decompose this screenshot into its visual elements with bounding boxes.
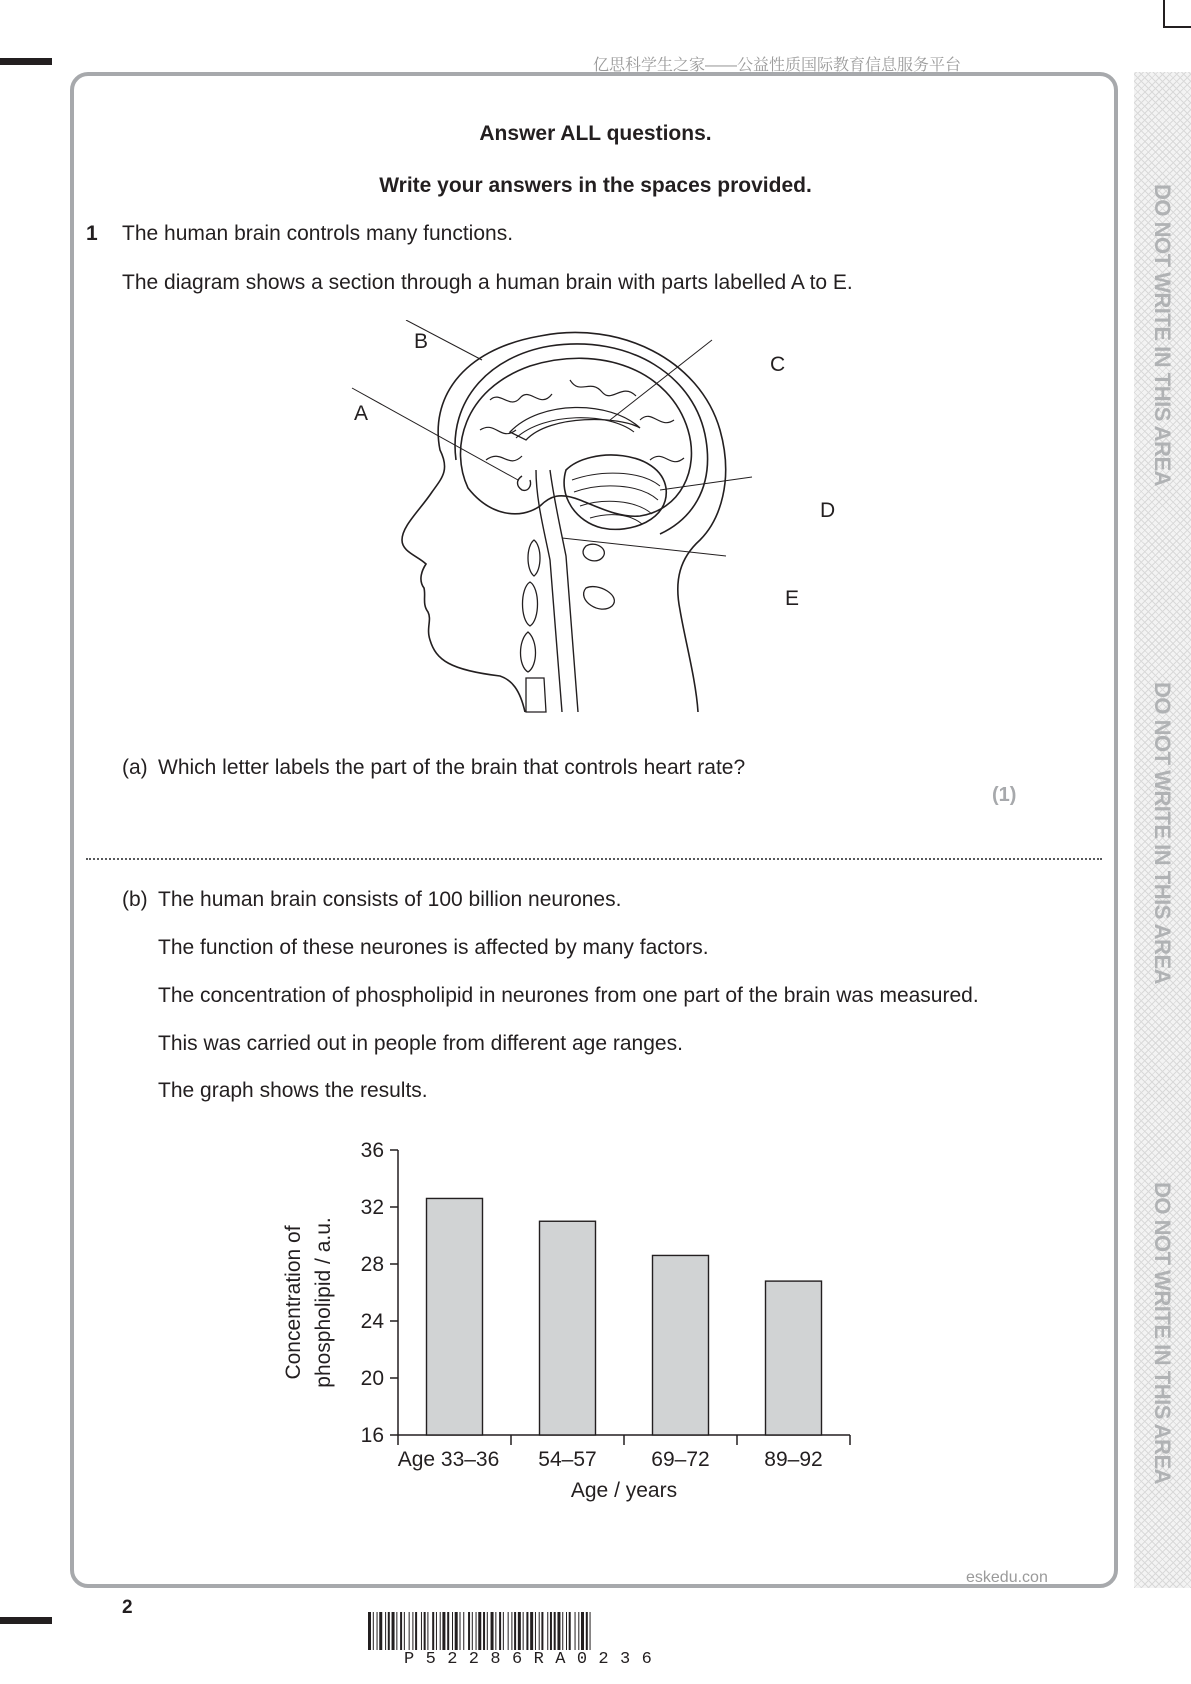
part-b-line: The graph shows the results. [158, 1079, 428, 1102]
barcode-bar [535, 1612, 536, 1650]
y-tick-label: 36 [360, 1139, 384, 1162]
barcode-bar [468, 1612, 470, 1650]
barcode-bar [409, 1612, 410, 1650]
side-warning-1: DO NOT WRITE IN THIS AREA [1150, 183, 1175, 487]
part-a-label: (a) [122, 756, 148, 779]
vertebrae [521, 540, 547, 712]
y-tick-label: 20 [360, 1367, 384, 1390]
barcode-bar [442, 1612, 445, 1650]
barcode-bar [514, 1612, 516, 1650]
bar [766, 1281, 822, 1435]
part-b-line: This was carried out in people from different age ranges. [158, 1032, 683, 1055]
barcode-bar [472, 1612, 473, 1650]
barcode-bar [518, 1612, 521, 1650]
barcode-bar [483, 1612, 485, 1650]
x-tick-label: 89–92 [764, 1448, 823, 1471]
barcode-bar [460, 1612, 461, 1650]
barcode-bar [508, 1612, 509, 1650]
barcode-bar [427, 1612, 428, 1650]
heading-answer-all: Answer ALL questions. [479, 122, 712, 145]
barcode-text: P52286RA0236 [404, 1650, 664, 1669]
barcode-bar [388, 1612, 390, 1650]
barcode-bar [511, 1612, 512, 1650]
barcode-bar [447, 1612, 449, 1650]
part-b-line: The function of these neurones is affected by many factors. [158, 936, 709, 959]
barcode-bar [377, 1612, 378, 1650]
y-tick-label: 28 [360, 1253, 384, 1276]
edge-mark-bottom [0, 1617, 52, 1624]
part-a-marks: (1) [992, 784, 1017, 806]
heading-write-answers: Write your answers in the spaces provided. [379, 174, 812, 197]
y-axis-label: Concentration of [282, 1225, 305, 1380]
barcode-bar [478, 1612, 481, 1650]
barcode-bar [575, 1612, 576, 1650]
barcode-bar [581, 1612, 584, 1650]
page-number: 2 [122, 1597, 133, 1618]
leader-e [562, 538, 726, 556]
barcode-bar [487, 1612, 488, 1650]
barcode-bar [557, 1612, 560, 1650]
barcode-bar [523, 1612, 524, 1650]
head-outline [402, 332, 726, 712]
part-a-question: Which letter labels the part of the brain that controls heart rate? [158, 756, 746, 779]
y-tick-label: 32 [360, 1196, 384, 1219]
barcode-bar [495, 1612, 496, 1650]
barcode-bar [440, 1612, 441, 1650]
part-b-line: The human brain consists of 100 billion neurones. [158, 888, 622, 911]
diagram-label-d: D [820, 499, 836, 522]
barcode-bar [404, 1612, 405, 1650]
diagram-description: The diagram shows a section through a human brain with parts labelled A to E. [122, 271, 853, 294]
barcode-bar [526, 1612, 528, 1650]
barcode-bar [463, 1612, 464, 1650]
barcode-bar [541, 1612, 543, 1650]
barcode-bar [578, 1612, 579, 1650]
y-tick-label: 16 [360, 1424, 384, 1447]
barcode-bar [400, 1612, 402, 1650]
barcode-bar [539, 1612, 540, 1650]
x-tick-label: 54–57 [538, 1448, 597, 1471]
barcode-bar [396, 1612, 397, 1650]
question-intro: The human brain controls many functions. [122, 222, 514, 245]
barcode-bar [368, 1612, 371, 1650]
y-tick-label: 24 [360, 1310, 384, 1333]
barcode-bar [412, 1612, 413, 1650]
diagram-label-b: B [414, 330, 429, 353]
question-number: 1 [86, 222, 98, 245]
barcode-bar [392, 1612, 395, 1650]
part-b-line: The concentration of phospholipid in neurones from one part of the brain was measured. [158, 984, 979, 1007]
barcode-bar [379, 1612, 382, 1650]
cerebellum [564, 455, 666, 529]
barcode-bar [452, 1612, 453, 1650]
barcode-bar [385, 1612, 386, 1650]
watermark: 亿思科学生之家——公益性质国际教育信息服务平台 [592, 57, 961, 74]
barcode-bar [550, 1612, 552, 1650]
bar [653, 1255, 709, 1435]
barcode-bar [503, 1612, 504, 1650]
part-b-label: (b) [122, 888, 148, 911]
x-tick-label: Age 33–36 [397, 1448, 500, 1471]
x-axis-label: Age / years [570, 1479, 678, 1502]
y-axis-label: phospholipid / a.u. [312, 1217, 335, 1388]
barcode-bar [491, 1612, 494, 1650]
diagram-label-c: C [770, 353, 786, 376]
barcode-bar [421, 1612, 422, 1650]
side-warning-2: DO NOT WRITE IN THIS AREA [1150, 681, 1175, 985]
barcode-bar [586, 1612, 588, 1650]
diagram-label-a: A [354, 402, 369, 425]
x-tick-label: 69–72 [651, 1448, 710, 1471]
barcode-bar [590, 1612, 591, 1650]
corner-mark [1163, 0, 1191, 28]
barcode-bar [569, 1612, 571, 1650]
phospholipid-bar-chart [270, 1130, 870, 1510]
side-warning-3: DO NOT WRITE IN THIS AREA [1150, 1181, 1175, 1485]
bar [427, 1198, 483, 1435]
barcode-bar [424, 1612, 426, 1650]
barcode-bar [476, 1612, 477, 1650]
barcode-bar [530, 1612, 533, 1650]
barcode-bar [566, 1612, 567, 1650]
brain-diagram [340, 320, 860, 720]
diagram-label-e: E [785, 587, 800, 610]
barcode-bar [432, 1612, 434, 1650]
barcode-bar [547, 1612, 548, 1650]
barcode-bar [436, 1612, 437, 1650]
cortex [460, 358, 691, 516]
barcode [368, 1612, 828, 1650]
leader-a [352, 388, 518, 480]
barcode-bar [554, 1612, 556, 1650]
barcode-bar [499, 1612, 501, 1650]
answer-line[interactable] [86, 858, 1102, 860]
edge-mark-top [0, 58, 52, 65]
barcode-bar [455, 1612, 458, 1650]
barcode-bar [562, 1612, 563, 1650]
barcode-bar [415, 1612, 417, 1650]
footer-site: eskedu.con [966, 1569, 1048, 1586]
bar [540, 1221, 596, 1435]
barcode-bar [373, 1612, 374, 1650]
